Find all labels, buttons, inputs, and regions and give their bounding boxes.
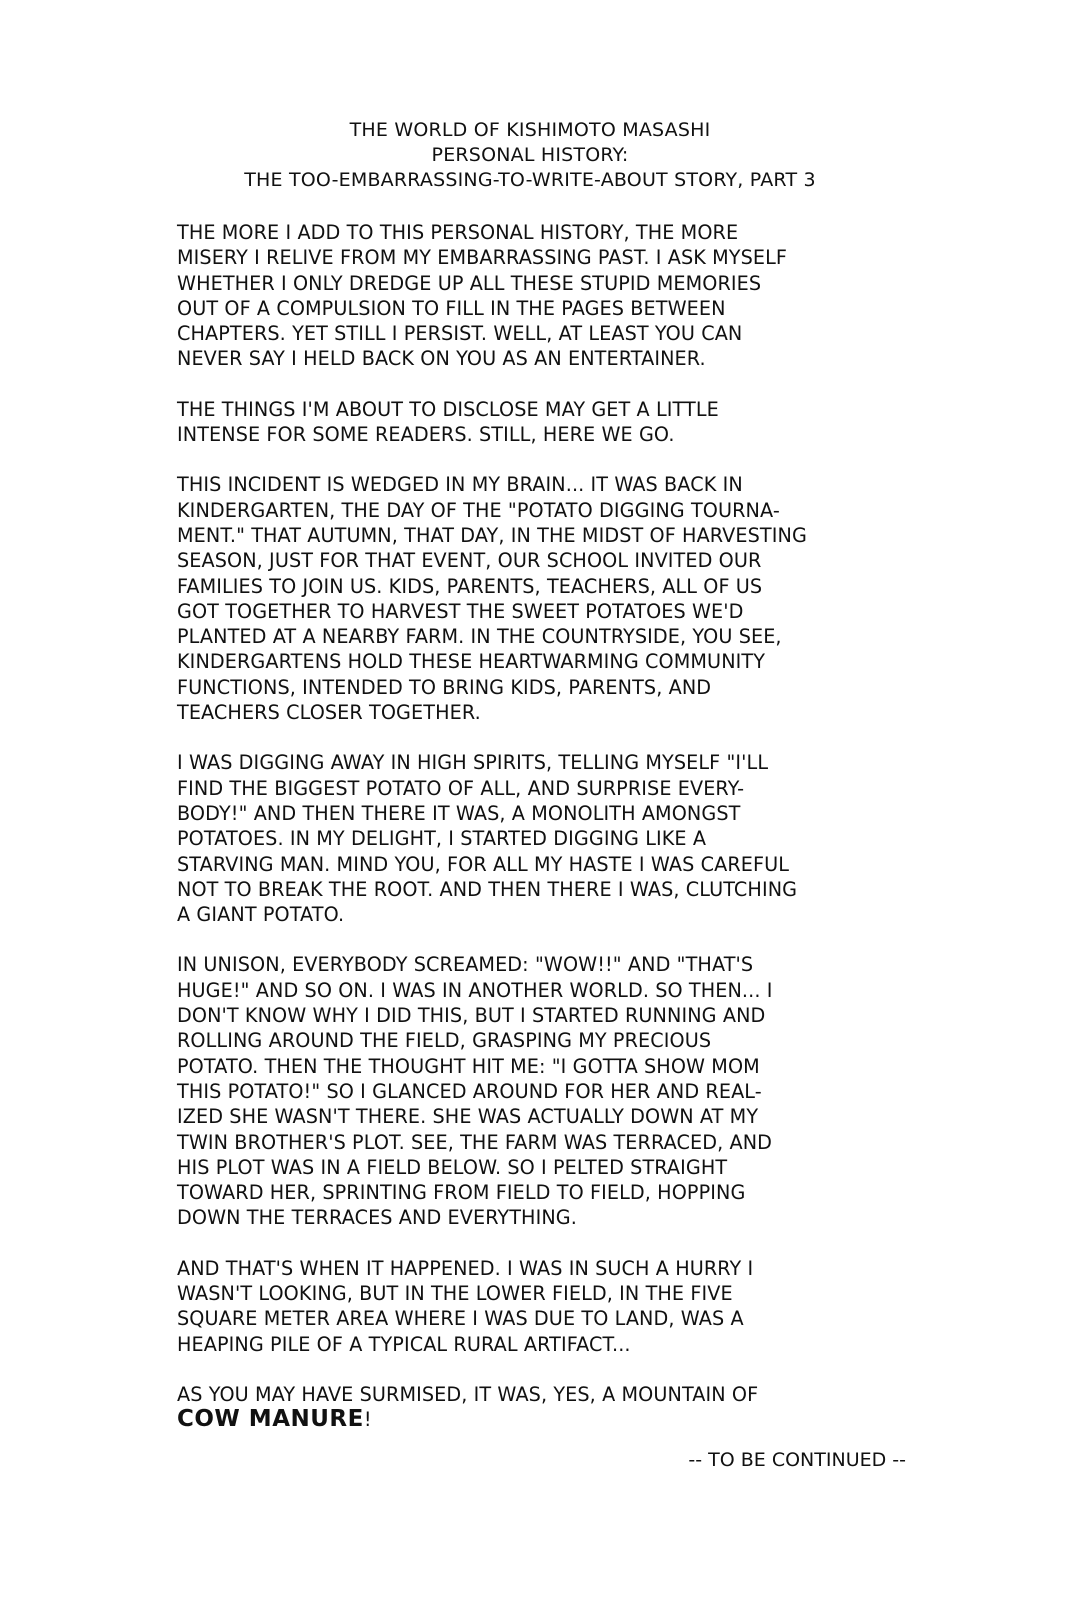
paragraph-line: GOT TOGETHER TO HARVEST THE SWEET POTATOES WE'D <box>177 599 744 623</box>
paragraph-line: SEASON, JUST FOR THAT EVENT, OUR SCHOOL INVITED OUR <box>177 549 762 573</box>
paragraph-4 <box>177 750 907 927</box>
paragraph-line: TWIN BROTHER'S PLOT. SEE, THE FARM WAS TERRACED, AND <box>177 1130 773 1154</box>
to-be-continued: -- TO BE CONTINUED -- <box>688 1449 906 1471</box>
paragraph-line: ROLLING AROUND THE FIELD, GRASPING MY PRECIOUS <box>177 1029 712 1053</box>
paragraph-line: KINDERGARTEN, THE DAY OF THE "POTATO DIGGING TOURNA- <box>177 498 780 522</box>
paragraph-line: MISERY I RELIVE FROM MY EMBARRASSING PAST. I ASK MYSELF <box>177 246 788 270</box>
paragraph-final <box>177 1382 907 1433</box>
paragraph-line: WHETHER I ONLY DREDGE UP ALL THESE STUPID MEMORIES <box>177 271 762 295</box>
paragraph-line: THIS POTATO!" SO I GLANCED AROUND FOR HER AND REAL- <box>177 1079 762 1103</box>
paragraph-line: HEAPING PILE OF A TYPICAL RURAL ARTIFACT... <box>177 1332 631 1356</box>
paragraph-line: WASN'T LOOKING, BUT IN THE LOWER FIELD, IN THE FIVE <box>177 1281 733 1305</box>
paragraph-line: PLANTED AT A NEARBY FARM. IN THE COUNTRYSIDE, YOU SEE, <box>177 625 782 649</box>
paragraph-line: TEACHERS CLOSER TOGETHER. <box>177 701 481 725</box>
paragraph-line: KINDERGARTENS HOLD THESE HEARTWARMING COMMUNITY <box>177 650 766 674</box>
paragraph-line: DOWN THE TERRACES AND EVERYTHING. <box>177 1206 577 1230</box>
paragraph-2 <box>177 397 907 448</box>
paragraph-3 <box>177 472 907 725</box>
paragraph-line: STARVING MAN. MIND YOU, FOR ALL MY HASTE I WAS CAREFUL <box>177 852 790 876</box>
title-line-3: THE TOO-EMBARRASSING-TO-WRITE-ABOUT STORY, PART 3 <box>244 169 816 191</box>
paragraph-line: HIS PLOT WAS IN A FIELD BELOW. SO I PELTED STRAIGHT <box>177 1155 728 1179</box>
paragraph-1 <box>177 220 907 372</box>
paragraph-line: AND THAT'S WHEN IT HAPPENED. I WAS IN SUCH A HURRY I <box>177 1256 754 1280</box>
paragraph-line: HUGE!" AND SO ON. I WAS IN ANOTHER WORLD. SO THEN... I <box>177 978 773 1002</box>
paragraph-line: POTATO. THEN THE THOUGHT HIT ME: "I GOTTA SHOW MOM <box>177 1054 760 1078</box>
paragraph-line: IZED SHE WASN'T THERE. SHE WAS ACTUALLY DOWN AT MY <box>177 1105 759 1129</box>
title-line-2: PERSONAL HISTORY: <box>431 144 629 166</box>
paragraph-5 <box>177 952 907 1230</box>
paragraph-line: OUT OF A COMPULSION TO FILL IN THE PAGES BETWEEN <box>177 296 726 320</box>
paragraph-line: BODY!" AND THEN THERE IT WAS, A MONOLITH AMONGST <box>177 801 741 825</box>
paragraph-line: NEVER SAY I HELD BACK ON YOU AS AN ENTERTAINER. <box>177 347 706 371</box>
paragraph-line: THE MORE I ADD TO THIS PERSONAL HISTORY, THE MORE <box>177 221 739 244</box>
article-title <box>150 118 910 193</box>
paragraph-line: THE THINGS I'M ABOUT TO DISCLOSE MAY GET A LITTLE <box>177 397 719 421</box>
paragraph-line: MENT." THAT AUTUMN, THAT DAY, IN THE MIDST OF HARVESTING <box>177 523 807 547</box>
paragraph-line: DON'T KNOW WHY I DID THIS, BUT I STARTED RUNNING AND <box>177 1004 766 1028</box>
paragraph-line: A GIANT POTATO. <box>177 903 345 927</box>
paragraph-line: FIND THE BIGGEST POTATO OF ALL, AND SURPRISE EVERY- <box>177 776 745 800</box>
title-line-1: THE WORLD OF KISHIMOTO MASASHI <box>349 119 711 141</box>
article-body <box>177 220 907 1457</box>
exclamation-mark: ! <box>363 1408 372 1432</box>
paragraph-line: TOWARD HER, SPRINTING FROM FIELD TO FIELD, HOPPING <box>177 1181 746 1205</box>
cow-manure-emphasis: COW MANURE <box>177 1406 364 1433</box>
paragraph-line: FAMILIES TO JOIN US. KIDS, PARENTS, TEACHERS, ALL OF US <box>177 574 763 598</box>
paragraph-line: POTATOES. IN MY DELIGHT, I STARTED DIGGING LIKE A <box>177 827 707 851</box>
paragraph-line: NOT TO BREAK THE ROOT. AND THEN THERE I WAS, CLUTCHING <box>177 877 798 901</box>
paragraph-line: SQUARE METER AREA WHERE I WAS DUE TO LAND, WAS A <box>177 1307 744 1331</box>
paragraph-line: AS YOU MAY HAVE SURMISED, IT WAS, YES, A MOUNTAIN OF <box>177 1382 759 1406</box>
paragraph-6 <box>177 1256 907 1357</box>
paragraph-line: FUNCTIONS, INTENDED TO BRING KIDS, PARENTS, AND <box>177 675 712 699</box>
paragraph-line: THIS INCIDENT IS WEDGED IN MY BRAIN... IT WAS BACK IN <box>177 473 743 497</box>
paragraph-line: I WAS DIGGING AWAY IN HIGH SPIRITS, TELLING MYSELF "I'LL <box>177 751 769 775</box>
paragraph-line-emphasis <box>177 1407 907 1432</box>
paragraph-line: IN UNISON, EVERYBODY SCREAMED: "WOW!!" AND "THAT'S <box>177 953 754 977</box>
paragraph-line: CHAPTERS. YET STILL I PERSIST. WELL, AT LEAST YOU CAN <box>177 322 743 346</box>
paragraph-line: INTENSE FOR SOME READERS. STILL, HERE WE GO. <box>177 423 675 447</box>
